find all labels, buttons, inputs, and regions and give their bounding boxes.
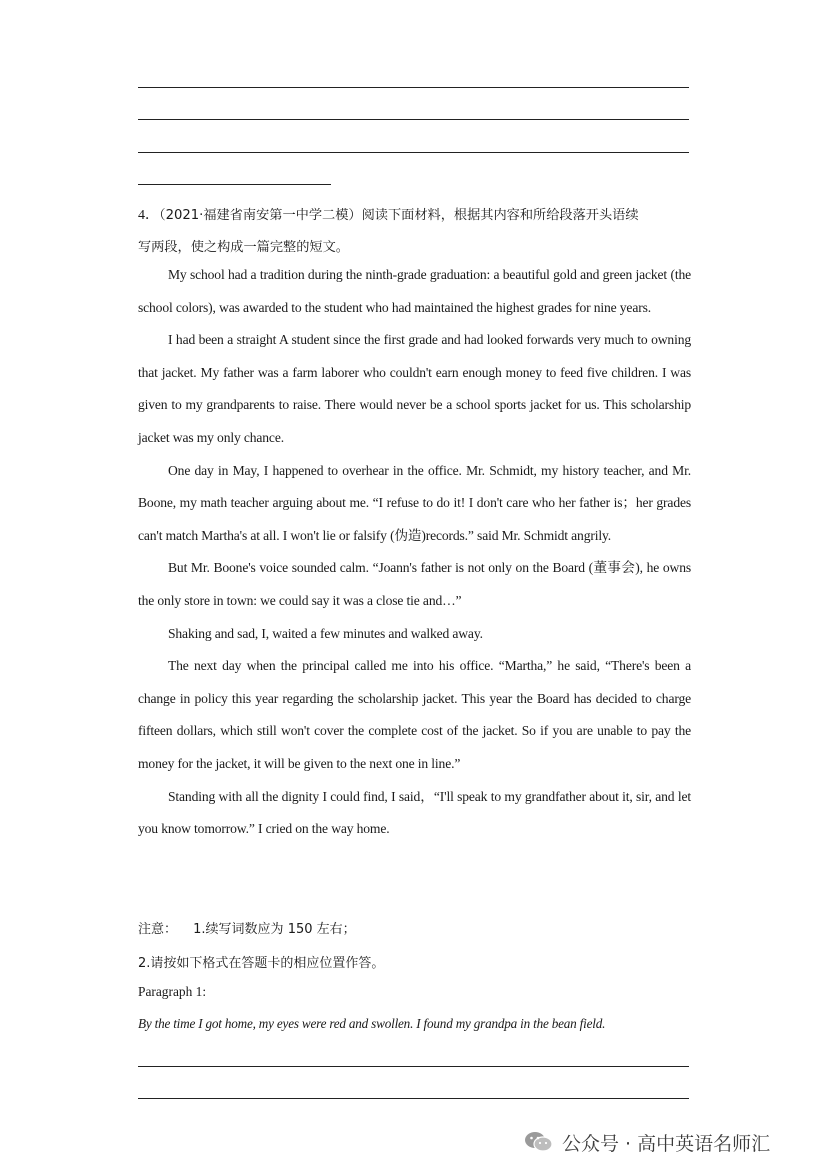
passage-paragraph: I had been a straight A student since the first grade and had looked forwards very much to owning that jacket. My father was a farm laborer who couldn't earn enough money to feed five children. I was given to my grandparents to raise. There would never be a school sports jacket for us. This scholarship jacket was my only chance. [138, 332, 691, 445]
notes-item2: 2.请按如下格式在答题卡的相应位置作答。 [138, 956, 385, 971]
watermark-text: 公众号 · 高中英语名师汇 [562, 1132, 771, 1155]
answer-line [138, 87, 689, 88]
watermark [524, 1124, 770, 1160]
answer-line [138, 1098, 689, 1099]
answer-line [138, 152, 689, 153]
reading-passage [138, 259, 691, 846]
answer-line [138, 119, 689, 120]
notes-label: 注意： [138, 922, 178, 937]
answer-line [138, 1066, 689, 1067]
question-number: 4． [138, 208, 159, 223]
passage-paragraph: Shaking and sad, I, waited a few minutes and walked away. [168, 625, 483, 641]
passage-paragraph: The next day when the principal called me into his office. “Martha,” he said, “There's been a change in policy this year regarding the scholarship jacket. This year the Board has decided to charge fifteen dollars, which still won't cover the complete cost of the jacket. So if you are unable to pay the money for the jacket, it will be given to the next one in line.” [138, 658, 691, 771]
paragraph1-label: Paragraph 1: [138, 984, 207, 999]
notes-line1 [138, 918, 691, 937]
passage-paragraph: Standing with all the dignity I could find, I said，“I'll speak to my grandfather about it, sir, and let you know tomorrow.” I cried on the way home. [138, 788, 691, 837]
passage-paragraph: My school had a tradition during the ninth-grade graduation: a beautiful gold and green jacket (the school colors), was awarded to the student who had maintained the highest grades for nine years. [138, 267, 691, 315]
question-intro-line2: 写两段，使之构成一篇完整的短文。 [138, 240, 349, 255]
question-intro-line1: （2021·福建省南安第一中学二模）阅读下面材料，根据其内容和所给段落开头语续 [159, 208, 639, 223]
paragraph1-opening: By the time I got home, my eyes were red and swollen. I found my grandpa in the bean field. [138, 1016, 606, 1031]
passage-paragraph: One day in May, I happened to overhear in the office. Mr. Schmidt, my history teacher, and Mr. Boone, my math teacher arguing about me. “I refuse to do it! I don't care who her father is；her grades can't match Martha's at all. I won't lie or falsify (伪造)records.” said Mr. Schmidt angrily. [138, 462, 691, 543]
wechat-icon [524, 1130, 554, 1154]
passage-paragraph: But Mr. Boone's voice sounded calm. “Joann's father is not only on the Board (董事会), he owns the only store in town: we could say it was a close tie and…” [138, 560, 691, 608]
notes-item1: 1.续写词数应为 150 左右； [193, 922, 356, 937]
question-heading [138, 200, 691, 264]
notes-line2 [138, 952, 691, 971]
answer-line [138, 184, 331, 185]
